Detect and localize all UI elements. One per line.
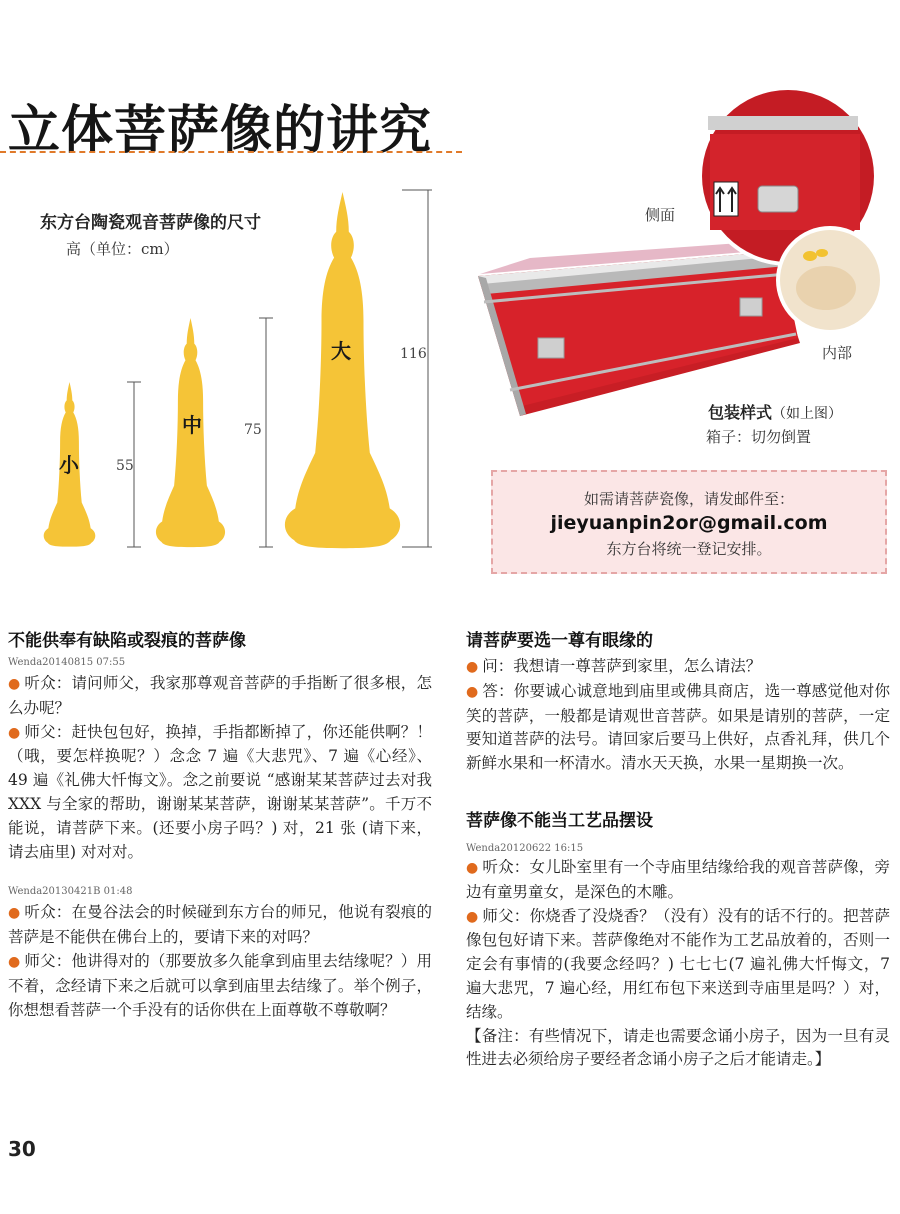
left-column [8, 626, 432, 1022]
height-medium: 75 [244, 422, 262, 438]
bullet-icon: ● [8, 676, 21, 692]
article-meta: Wenda20130421B 01:48 [8, 886, 133, 898]
contact-note: 东方台将统一登记安排。 [606, 540, 772, 558]
contact-email[interactable]: jieyuanpin2or@gmail.com [550, 512, 828, 534]
height-large: 116 [400, 346, 427, 362]
statue-size-diagram [40, 180, 460, 560]
size-unit: 高（单位：cm） [66, 240, 179, 258]
page-title: 立体菩萨像的讲究 [8, 101, 433, 161]
contact-intro: 如需请菩萨瓷像，请发邮件至： [583, 490, 794, 508]
title-divider [0, 151, 462, 153]
article-paragraph: ● 听众：在曼谷法会的时候碰到东方台的师兄，他说有裂痕的菩萨是不能供在佛台上的，要请下来的对吗？ [8, 903, 432, 947]
size-heading: 东方台陶瓷观音菩萨像的尺寸 [40, 213, 261, 233]
article-paragraph: ● 师父：他讲得对的（那要放多久能拿到庙里去结缘呢？）用不着，念经请下来之后就可以拿到庙里去结缘了。举个例子，你想想看菩萨一个手没有的话你供在上面尊敬不尊敬啊？ [8, 951, 432, 1019]
article-paragraph: ● 答：你要诚心诚意地到庙里或佛具商店，选一尊感觉他对你笑的菩萨，一般都是请观世音菩萨。如果是请别的菩萨，一定要知道菩萨的法号。请回家后要马上供好，点香礼拜，供几个新鲜水果和一杯清水。清水天天换，水果一星期换一次。 [466, 681, 890, 773]
bullet-icon: ● [466, 659, 479, 675]
bullet-icon: ● [8, 905, 21, 922]
article-title: 请菩萨要选一尊有眼缘的 [466, 631, 653, 651]
article-paragraph: ● 师父：你烧香了没烧香？（没有）没有的话不行的。把菩萨像包包好请下来。菩萨像绝对不能作为工艺品放着的，否则一定会有事情的(我要念经吗？) 七七七(7 遍礼佛大忏悔文，7 遍大悲咒，7 遍心经，用红布包下来送到寺庙里是吗？）对，结缘。 [466, 906, 890, 1021]
page-number: 30 [8, 1137, 36, 1161]
statue-label-medium: 中 [182, 413, 202, 437]
article-paragraph: ● 问：我想请一尊菩萨到家里，怎么请法？ [466, 657, 762, 675]
article-meta: Wenda20120622 16:15 [466, 842, 584, 854]
right-column [466, 626, 890, 1072]
article-paragraph: ● 听众：请问师父，我家那尊观音菩萨的手指断了很多根，怎么办呢？ [8, 674, 432, 717]
bullet-icon: ● [466, 859, 479, 876]
packaging-title-note: （如上图） [772, 406, 843, 422]
packaging-note: 箱子：切勿倒置 [706, 428, 812, 446]
article-title: 不能供奉有缺陷或裂痕的菩萨像 [8, 631, 246, 651]
statue-label-small: 小 [59, 453, 79, 477]
bullet-icon: ● [466, 908, 479, 925]
contact-box [491, 470, 887, 574]
statue-large [285, 192, 400, 548]
bullet-icon: ● [8, 953, 21, 970]
inside-view-label: 内部 [822, 344, 853, 362]
statue-label-large: 大 [331, 339, 351, 363]
packaging-title [708, 400, 842, 423]
packaging-photo [470, 88, 890, 418]
article-title: 菩萨像不能当工艺品摆设 [466, 810, 653, 831]
height-small: 55 [116, 458, 134, 474]
side-view-label: 侧面 [645, 206, 676, 224]
bullet-icon: ● [466, 683, 479, 700]
packaging-title-text: 包装样式 [708, 403, 773, 422]
article-note: 【备注：有些情况下，请走也需要念诵小房子，因为一旦有灵性进去必须给房子要经者念诵小房子之后才能请走。】 [466, 1026, 890, 1069]
bullet-icon: ● [8, 724, 21, 741]
article-paragraph: ● 师父：赶快包包好，换掉，手指都断掉了，你还能供啊？！（哦，要怎样换呢？）念念 7 遍《大悲咒》、7 遍《心经》、49 遍《礼佛大忏悔文》。念之前要说 “感谢某某菩萨过去对我 XXX 与全家的帮助，谢谢某某菩萨，谢谢某某菩萨”。千万不能说，请菩萨下来。(还要小房子吗？) 对，21 张 (请下来，请去庙里) 对对对。 [8, 722, 432, 861]
article-paragraph: ● 听众：女儿卧室里有一个寺庙里结缘给我的观音菩萨像，旁边有童男童女，是深色的木雕。 [466, 857, 890, 901]
article-meta: Wenda20140815 07:55 [8, 657, 126, 668]
